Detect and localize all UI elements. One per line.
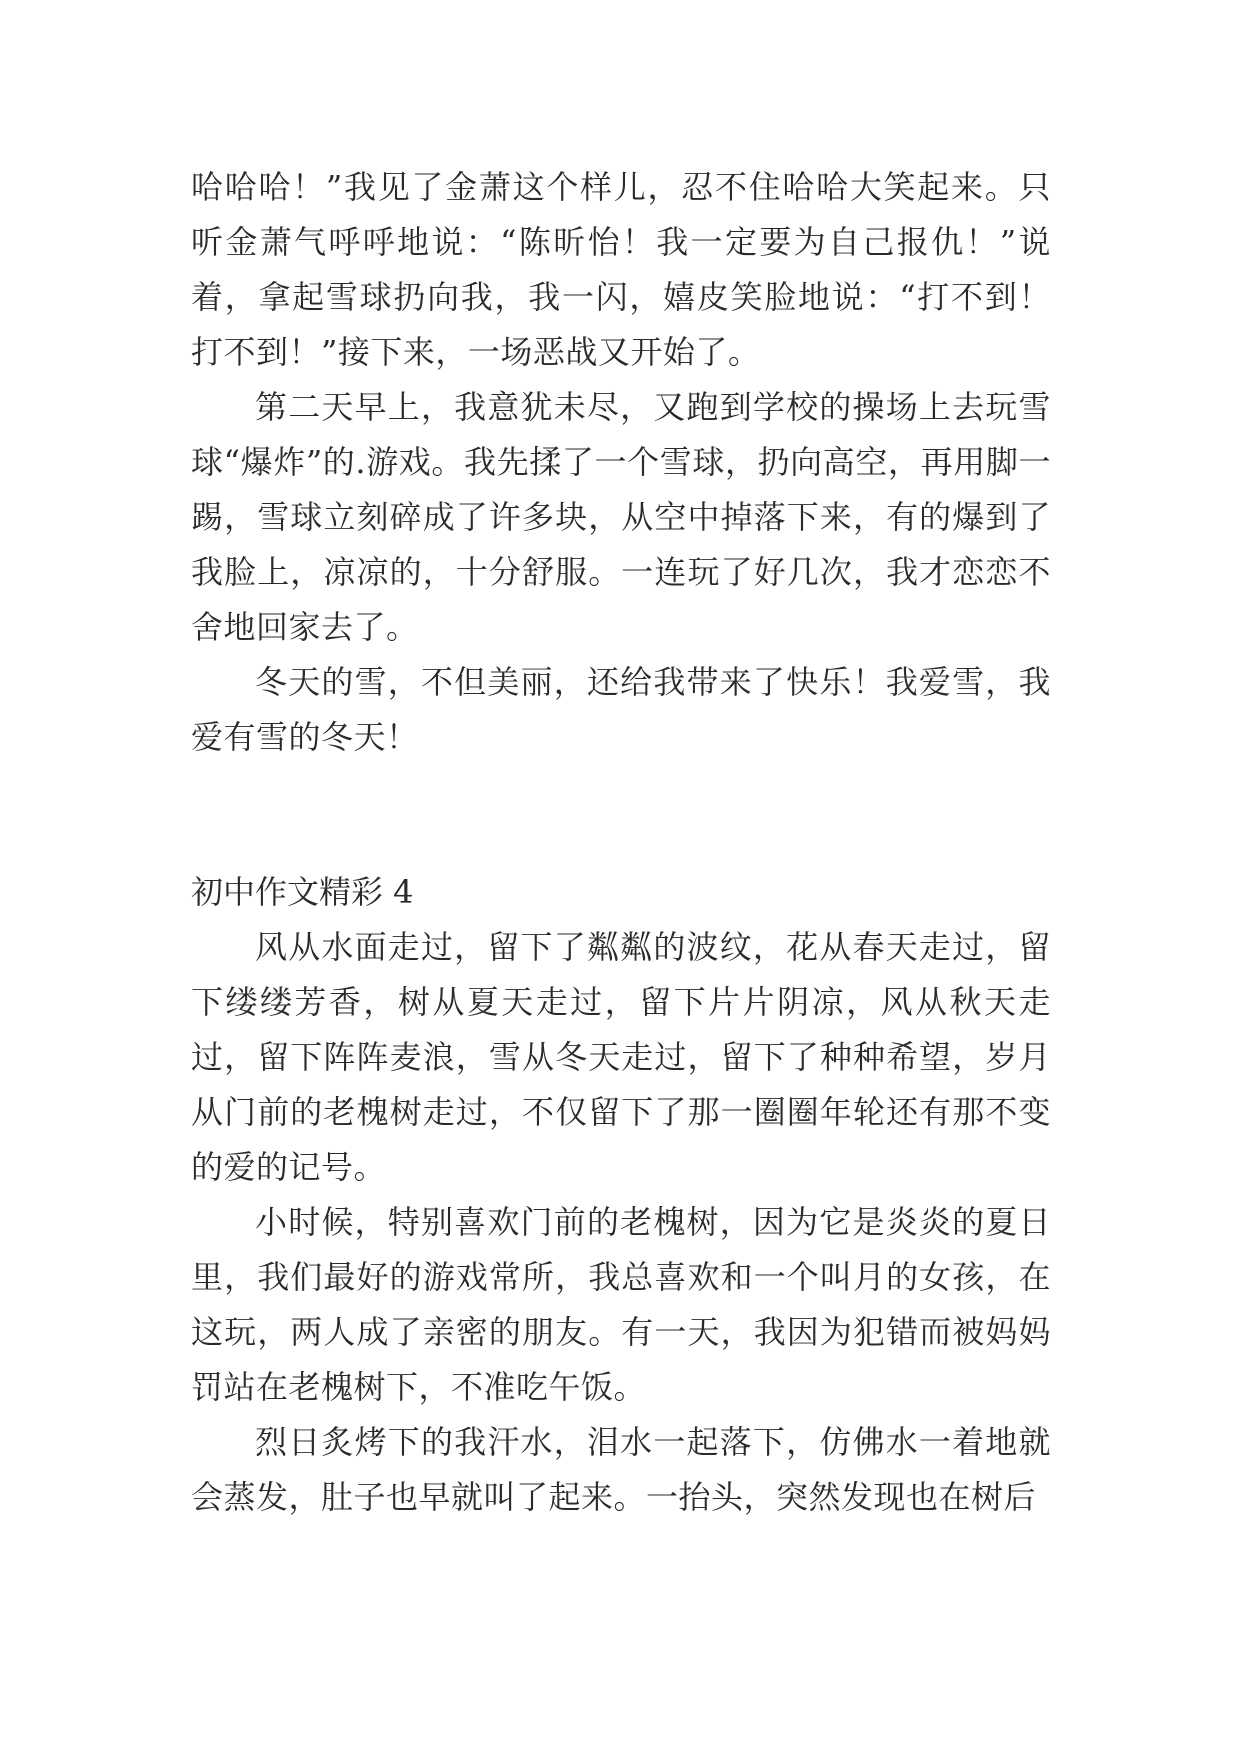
paragraph-wind-water: 风从水面走过，留下了粼粼的波纹，花从春天走过，留下缕缕芳香，树从夏天走过，留下片片阴凉，风从秋天走过，留下阵阵麦浪，雪从冬天走过，留下了种种希望，岁月从门前的老槐树走过，不仅留下了那一圈圈年轮还有那不变的爱的记号。 [191, 928, 1051, 1186]
paragraph-second-day: 第二天早上，我意犹未尽，又跑到学校的操场上去玩雪球“爆炸”的.游戏。我先揉了一个雪球，扔向高空，再用脚一踢，雪球立刻碎成了许多块，从空中掉落下来，有的爆到了我脸上，凉凉的，十分舒服。一连玩了好几次，我才恋恋不舍地回家去了。 [191, 388, 1051, 646]
paragraph-winter-snow: 冬天的雪，不但美丽，还给我带来了快乐！我爱雪，我爱有雪的冬天！ [191, 663, 1051, 756]
document-body [191, 160, 1051, 1525]
section-title: 初中作文精彩 4 [191, 873, 414, 911]
paragraph-continuation: 哈哈哈！”我见了金萧这个样儿，忍不住哈哈大笑起来。只听金萧气呼呼地说：“陈昕怡！我一定要为自己报仇！”说着，拿起雪球扔向我，我一闪，嬉皮笑脸地说：“打不到！打不到！”接下来，一场恶战又开始了。 [191, 168, 1051, 371]
paragraph-childhood: 小时候，特别喜欢门前的老槐树，因为它是炎炎的夏日里，我们最好的游戏常所，我总喜欢和一个叫月的女孩，在这玩，两人成了亲密的朋友。有一天，我因为犯错而被妈妈罚站在老槐树下，不准吃午饭。 [191, 1203, 1051, 1406]
paragraph-scorching-sun: 烈日炙烤下的我汗水，泪水一起落下，仿佛水一着地就会蒸发，肚子也早就叫了起来。一抬头，突然发现也在树后 [191, 1423, 1051, 1516]
section-spacer [191, 765, 1051, 865]
